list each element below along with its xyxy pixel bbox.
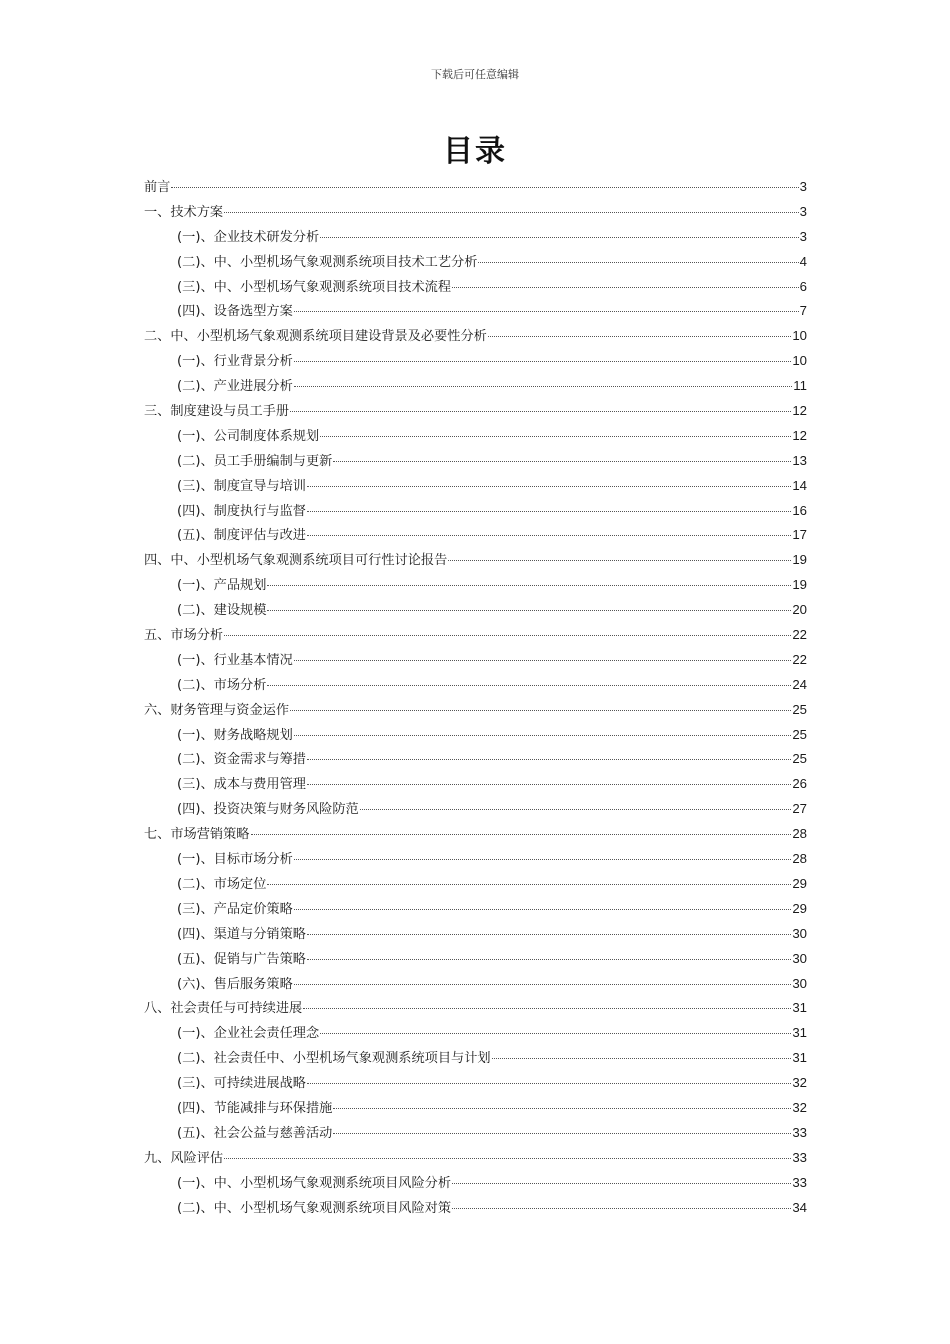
toc-entry[interactable] <box>144 500 807 525</box>
toc-entry-text: 八、社会责任与可持续进展 <box>144 1001 303 1017</box>
toc-entry[interactable] <box>144 549 807 574</box>
toc-entry-page: 10 <box>792 328 807 344</box>
table-of-contents <box>144 176 807 1221</box>
toc-entry-text: (三)、可持续进展战略 <box>177 1076 306 1092</box>
toc-entry-text: 前言 <box>144 180 171 195</box>
toc-entry-page: 22 <box>792 627 807 643</box>
toc-entry-page: 33 <box>792 1124 807 1140</box>
toc-entry-text: (二)、建设规模 <box>177 603 267 619</box>
toc-entry-text: (二)、中、小型机场气象观测系统项目技术工艺分析 <box>177 254 478 270</box>
toc-entry-page: 24 <box>792 676 807 692</box>
toc-entry-page: 31 <box>792 1000 807 1016</box>
toc-entry-text: (五)、制度评估与改进 <box>177 528 306 544</box>
toc-entry[interactable] <box>144 948 807 973</box>
toc-entry-text: 二、中、小型机场气象观测系统项目建设背景及必要性分析 <box>144 329 487 345</box>
toc-entry-page: 10 <box>792 353 807 369</box>
toc-entry-text: (一)、财务战略规划 <box>177 727 293 743</box>
toc-leader-dots <box>294 311 799 312</box>
toc-leader-dots <box>224 1158 791 1159</box>
toc-entry-text: 三、制度建设与员工手册 <box>144 404 290 420</box>
toc-leader-dots <box>333 1133 791 1134</box>
toc-leader-dots <box>452 1208 791 1209</box>
toc-leader-dots <box>294 859 792 860</box>
toc-entry-text: (二)、员工手册编制与更新 <box>177 453 333 469</box>
toc-entry[interactable] <box>144 748 807 773</box>
toc-entry-page: 32 <box>792 1099 807 1115</box>
toc-entry[interactable] <box>144 599 807 624</box>
toc-leader-dots <box>294 909 792 910</box>
toc-entry-page: 12 <box>792 427 807 443</box>
toc-entry[interactable] <box>144 1147 807 1172</box>
toc-entry-page: 29 <box>792 875 807 891</box>
toc-entry[interactable] <box>144 574 807 599</box>
toc-entry[interactable] <box>144 400 807 425</box>
toc-leader-dots <box>307 1083 791 1084</box>
toc-entry-page: 29 <box>792 900 807 916</box>
toc-entry-page: 3 <box>799 179 807 194</box>
toc-entry-page: 17 <box>792 527 807 543</box>
toc-entry[interactable] <box>144 325 807 350</box>
toc-entry-page: 26 <box>792 776 807 792</box>
toc-entry-page: 33 <box>792 1174 807 1190</box>
toc-leader-dots <box>303 1008 791 1009</box>
toc-entry[interactable] <box>144 798 807 823</box>
toc-entry-page: 14 <box>792 477 807 493</box>
toc-entry[interactable] <box>144 276 807 301</box>
toc-entry-page: 3 <box>799 203 807 219</box>
toc-entry[interactable] <box>144 923 807 948</box>
toc-entry[interactable] <box>144 475 807 500</box>
toc-entry-text: (一)、企业技术研发分析 <box>177 229 320 245</box>
toc-entry-text: 七、市场营销策略 <box>144 827 250 843</box>
toc-entry-page: 34 <box>792 1199 807 1215</box>
toc-entry-page: 4 <box>799 253 807 269</box>
toc-entry-text: (一)、公司制度体系规划 <box>177 428 320 444</box>
toc-entry-page: 13 <box>792 452 807 468</box>
toc-entry-page: 16 <box>792 502 807 518</box>
toc-entry-page: 11 <box>793 378 807 394</box>
toc-entry-text: (四)、设备选型方案 <box>177 304 293 320</box>
toc-entry-page: 27 <box>792 801 807 817</box>
toc-entry[interactable] <box>144 226 807 251</box>
toc-leader-dots <box>224 212 799 213</box>
toc-entry[interactable] <box>144 773 807 798</box>
toc-entry-text: (一)、行业背景分析 <box>177 354 293 370</box>
toc-entry-page: 19 <box>792 552 807 568</box>
toc-entry-page: 25 <box>792 701 807 717</box>
toc-entry[interactable] <box>144 375 807 400</box>
toc-entry-text: (二)、市场分析 <box>177 677 267 693</box>
toc-leader-dots <box>307 759 791 760</box>
toc-leader-dots <box>333 1108 791 1109</box>
toc-entry-text: (四)、节能减排与环保措施 <box>177 1100 333 1116</box>
toc-entry[interactable] <box>144 251 807 276</box>
toc-leader-dots <box>360 809 792 810</box>
toc-entry-page: 31 <box>792 1050 807 1066</box>
toc-entry-text: (二)、产业进展分析 <box>177 379 293 395</box>
toc-leader-dots <box>307 784 791 785</box>
toc-leader-dots <box>320 1033 791 1034</box>
toc-entry[interactable] <box>144 1122 807 1147</box>
toc-entry-page: 20 <box>792 602 807 618</box>
toc-leader-dots <box>290 411 791 412</box>
toc-entry[interactable] <box>144 724 807 749</box>
toc-entry[interactable] <box>144 1172 807 1197</box>
toc-entry[interactable] <box>144 848 807 873</box>
toc-entry[interactable] <box>144 699 807 724</box>
toc-entry[interactable] <box>144 898 807 923</box>
toc-entry-text: 一、技术方案 <box>144 204 224 220</box>
toc-entry-text: (四)、制度执行与监督 <box>177 503 306 519</box>
toc-entry[interactable] <box>144 997 807 1022</box>
toc-leader-dots <box>448 560 791 561</box>
toc-entry-text: (四)、投资决策与财务风险防范 <box>177 802 359 818</box>
toc-leader-dots <box>452 287 799 288</box>
toc-entry[interactable] <box>144 201 807 226</box>
toc-leader-dots <box>452 1183 791 1184</box>
toc-entry-text: (三)、制度宣导与培训 <box>177 478 306 494</box>
toc-entry-text: (三)、中、小型机场气象观测系统项目技术流程 <box>177 279 452 295</box>
toc-leader-dots <box>267 585 791 586</box>
toc-leader-dots <box>307 535 791 536</box>
toc-title: 目录 <box>443 134 507 169</box>
toc-entry[interactable] <box>144 524 807 549</box>
toc-leader-dots <box>224 635 791 636</box>
toc-entry[interactable] <box>144 674 807 699</box>
toc-entry-text: (一)、产品规划 <box>177 578 267 594</box>
toc-entry-text: (三)、产品定价策略 <box>177 901 293 917</box>
toc-leader-dots <box>251 834 792 835</box>
toc-entry-text: (一)、企业社会责任理念 <box>177 1026 320 1042</box>
toc-entry-text: (二)、社会责任中、小型机场气象观测系统项目与计划 <box>177 1051 491 1067</box>
toc-leader-dots <box>294 984 792 985</box>
toc-leader-dots <box>267 610 791 611</box>
toc-entry[interactable] <box>144 1197 807 1222</box>
toc-entry-text: (六)、售后服务策略 <box>177 976 293 992</box>
toc-entry-text: (二)、资金需求与筹措 <box>177 752 306 768</box>
toc-entry-page: 25 <box>792 751 807 767</box>
toc-entry-text: 九、风险评估 <box>144 1150 224 1166</box>
toc-entry[interactable] <box>144 973 807 998</box>
toc-entry-page: 28 <box>792 826 807 842</box>
toc-leader-dots <box>307 511 791 512</box>
toc-entry-text: (四)、渠道与分销策略 <box>177 926 306 942</box>
toc-entry-page: 30 <box>792 975 807 991</box>
toc-entry-page: 31 <box>792 1025 807 1041</box>
toc-entry-page: 32 <box>792 1075 807 1091</box>
toc-entry-page: 28 <box>792 851 807 867</box>
toc-entry[interactable] <box>144 624 807 649</box>
toc-entry-text: (三)、成本与费用管理 <box>177 777 306 793</box>
toc-leader-dots <box>294 386 793 387</box>
toc-entry-page: 22 <box>792 651 807 667</box>
toc-entry[interactable] <box>144 1047 807 1072</box>
toc-entry[interactable] <box>144 300 807 325</box>
toc-entry-text: 五、市场分析 <box>144 628 224 644</box>
toc-entry-page: 7 <box>799 303 807 319</box>
toc-entry[interactable] <box>144 1097 807 1122</box>
toc-entry[interactable] <box>144 873 807 898</box>
toc-leader-dots <box>294 735 792 736</box>
toc-entry[interactable] <box>144 1072 807 1097</box>
toc-leader-dots <box>488 336 791 337</box>
toc-entry-text: (一)、行业基本情况 <box>177 652 293 668</box>
toc-leader-dots <box>267 884 791 885</box>
toc-leader-dots <box>294 660 792 661</box>
toc-leader-dots <box>294 361 792 362</box>
toc-entry-text: (一)、中、小型机场气象观测系统项目风险分析 <box>177 1175 452 1191</box>
toc-leader-dots <box>267 685 791 686</box>
toc-entry-text: (二)、市场定位 <box>177 876 267 892</box>
toc-entry[interactable] <box>144 649 807 674</box>
toc-leader-dots <box>171 187 798 188</box>
header-note: 下载后可任意编辑 <box>431 68 519 81</box>
toc-entry-page: 3 <box>799 228 807 244</box>
toc-entry-page: 25 <box>792 726 807 742</box>
toc-entry-text: (五)、社会公益与慈善活动 <box>177 1125 333 1141</box>
toc-entry[interactable] <box>144 1022 807 1047</box>
toc-entry-page: 6 <box>799 278 807 294</box>
toc-entry-text: 四、中、小型机场气象观测系统项目可行性讨论报告 <box>144 553 448 569</box>
toc-entry-page: 33 <box>792 1149 807 1165</box>
toc-entry[interactable] <box>144 350 807 375</box>
toc-entry[interactable] <box>144 450 807 475</box>
toc-leader-dots <box>307 959 791 960</box>
toc-leader-dots <box>307 934 791 935</box>
toc-entry[interactable] <box>144 176 807 201</box>
toc-entry-text: (一)、目标市场分析 <box>177 852 293 868</box>
toc-entry-page: 19 <box>792 577 807 593</box>
toc-entry-page: 30 <box>792 950 807 966</box>
toc-entry-text: (二)、中、小型机场气象观测系统项目风险对策 <box>177 1200 452 1216</box>
toc-leader-dots <box>333 461 791 462</box>
toc-entry[interactable] <box>144 823 807 848</box>
toc-leader-dots <box>478 262 798 263</box>
toc-entry-page: 30 <box>792 925 807 941</box>
toc-leader-dots <box>307 486 791 487</box>
toc-entry-text: 六、财务管理与资金运作 <box>144 702 290 718</box>
toc-leader-dots <box>320 237 798 238</box>
toc-entry[interactable] <box>144 425 807 450</box>
toc-leader-dots <box>320 436 791 437</box>
toc-entry-text: (五)、促销与广告策略 <box>177 951 306 967</box>
toc-leader-dots <box>290 710 791 711</box>
toc-leader-dots <box>492 1058 792 1059</box>
toc-entry-page: 12 <box>792 403 807 419</box>
